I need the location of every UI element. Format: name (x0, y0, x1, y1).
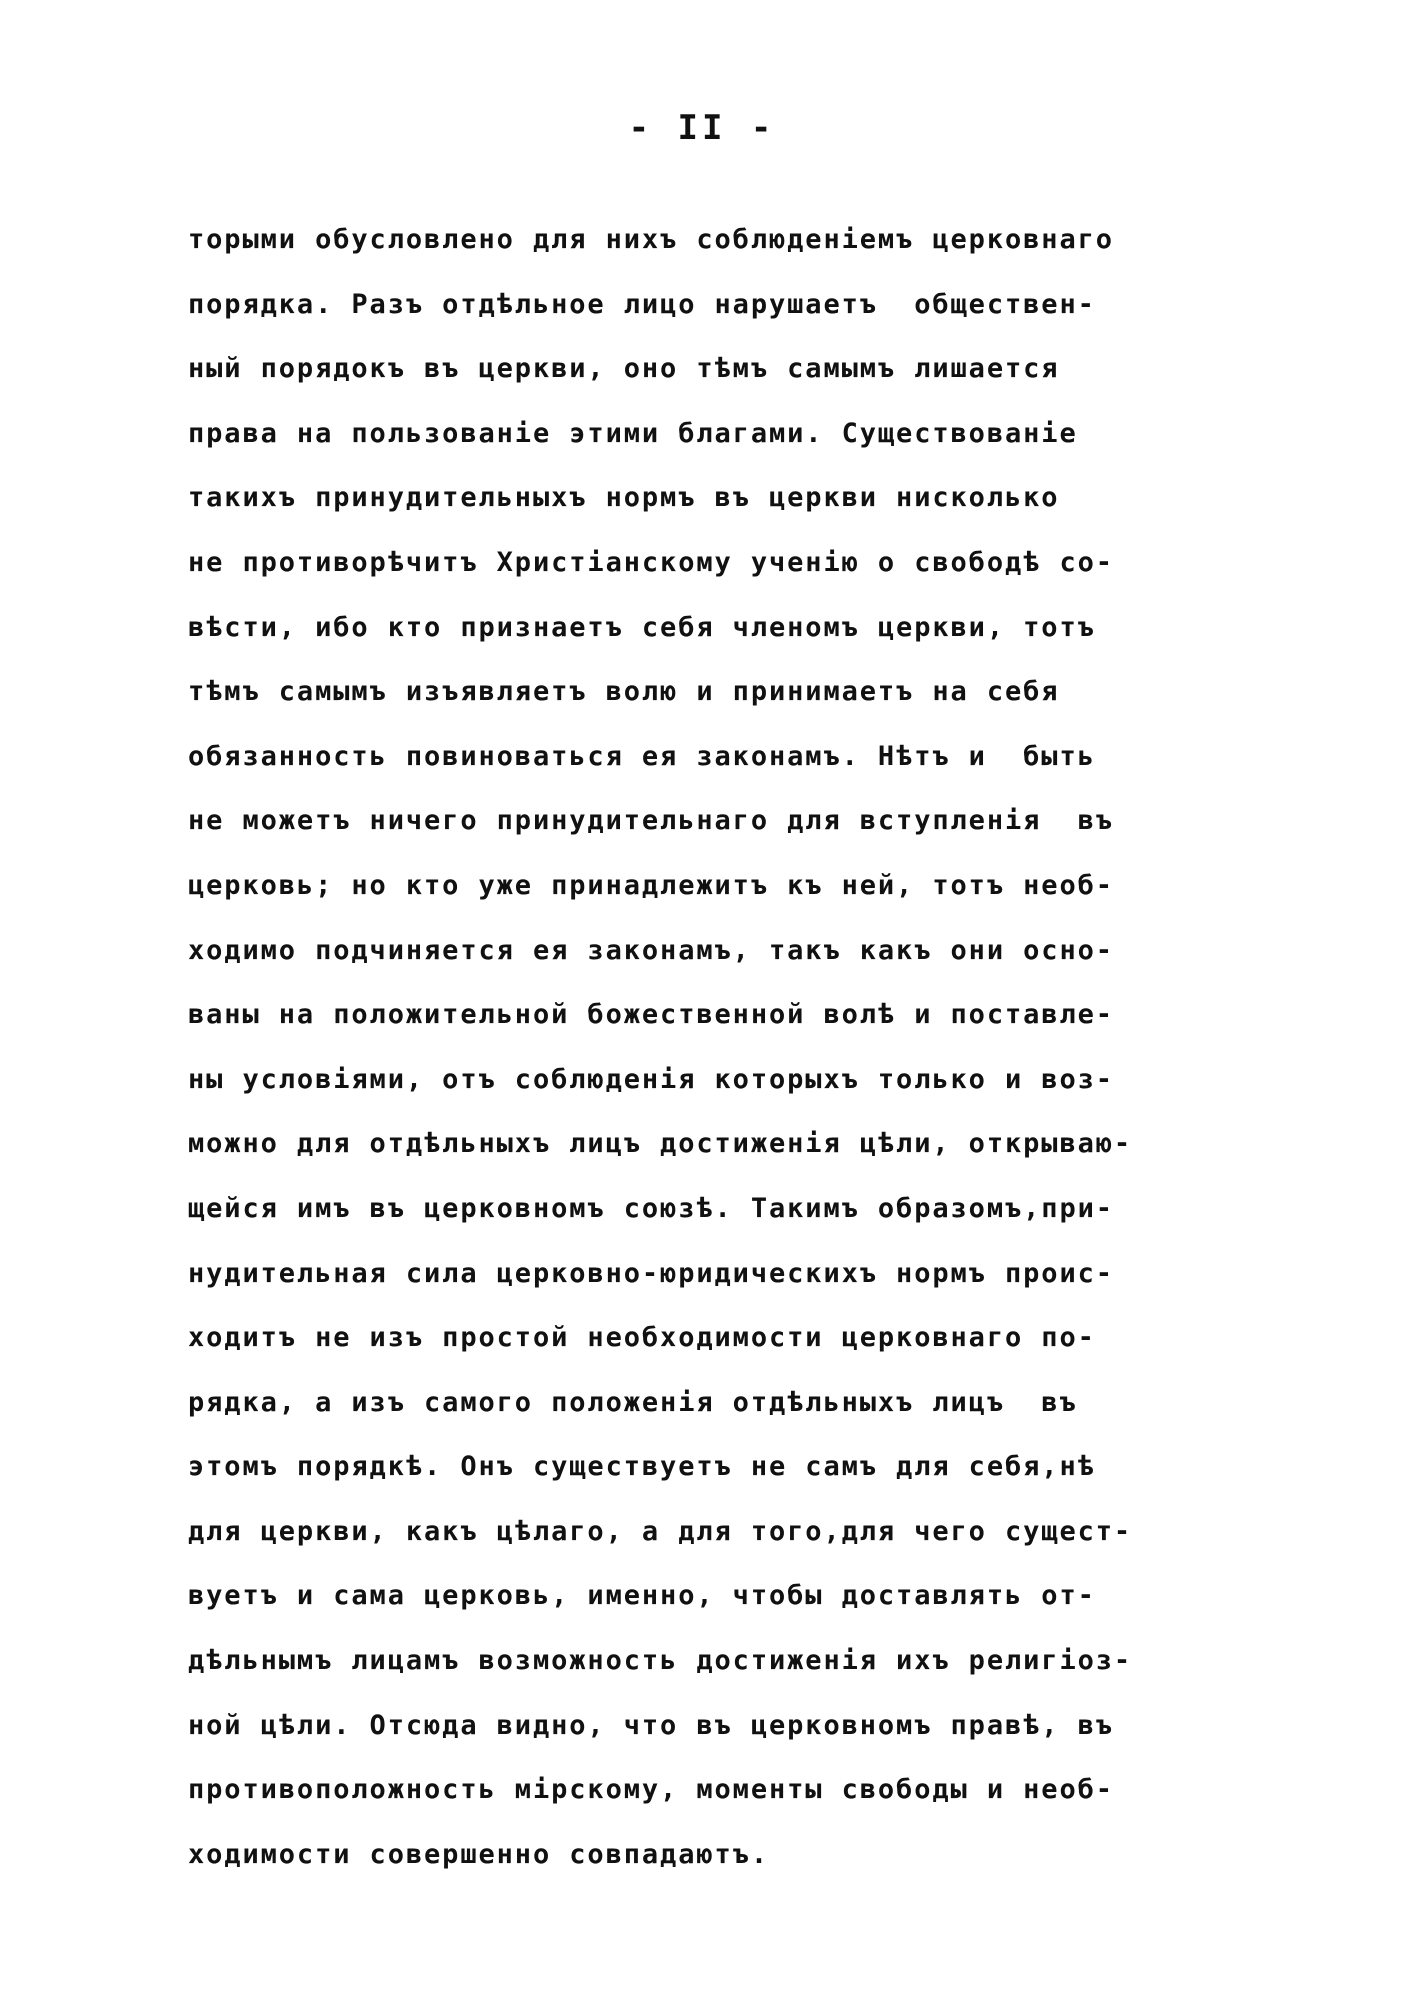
text-line: дѣльнымъ лицамъ возможность достиженія ихъ религіоз- (188, 1645, 1133, 1677)
text-line: рядка, а изъ самого положенія отдѣльныхъ лицъ въ (188, 1386, 1078, 1418)
text-line: вѣсти, ибо кто признаетъ себя членомъ церкви, тотъ (188, 611, 1096, 643)
text-line: обязанность повиноваться ея законамъ. Нѣтъ и быть (188, 740, 1096, 772)
page-number: - II - (628, 108, 776, 148)
text-line: ны условіями, отъ соблюденія которыхъ только и воз- (188, 1063, 1114, 1095)
text-line: ходимо подчиняется ея законамъ, такъ какъ они осно- (188, 934, 1114, 966)
text-line: ной цѣли. Отсюда видно, что въ церковномъ правѣ, въ (188, 1709, 1114, 1741)
text-line: противоположность мірскому, моменты свободы и необ- (188, 1774, 1114, 1806)
text-line: не можетъ ничего принудительнаго для вступленія въ (188, 805, 1114, 837)
text-line: этомъ порядкѣ. Онъ существуетъ не самъ для себя,нѣ (188, 1451, 1096, 1483)
text-line: ваны на положительной божественной волѣ и поставле- (188, 999, 1114, 1031)
text-line: для церкви, какъ цѣлаго, а для того,для чего сущест- (188, 1515, 1133, 1547)
text-line: порядка. Разъ отдѣльное лицо нарушаетъ обществен- (188, 288, 1096, 320)
body-text (188, 208, 1228, 1887)
text-line: ходимости совершенно совпадаютъ. (188, 1838, 769, 1870)
text-line: ходитъ не изъ простой необходимости церковнаго по- (188, 1322, 1096, 1354)
text-line: тѣмъ самымъ изъявляетъ волю и принимаетъ на себя (188, 676, 1060, 708)
text-line: торыми обусловлено для нихъ соблюденіемъ церковнаго (188, 224, 1114, 255)
text-line: такихъ принудительныхъ нормъ въ церкви нисколько (188, 482, 1060, 514)
text-line: нудительная сила церковно-юридическихъ нормъ проис- (188, 1257, 1114, 1289)
text-line: церковь; но кто уже принадлежитъ къ ней, тотъ необ- (188, 869, 1114, 901)
text-line: права на пользованіе этими благами. Существованіе (188, 417, 1078, 449)
text-line: можно для отдѣльныхъ лицъ достиженія цѣли, открываю- (188, 1128, 1133, 1160)
text-line: щейся имъ въ церковномъ союзѣ. Такимъ образомъ,при- (188, 1192, 1114, 1224)
text-line: ный порядокъ въ церкви, оно тѣмъ самымъ лишается (188, 353, 1060, 385)
text-line: не противорѣчитъ Христіанскому ученію о свободѣ со- (188, 546, 1114, 578)
text-line: вуетъ и сама церковь, именно, чтобы доставлять от- (188, 1580, 1096, 1612)
